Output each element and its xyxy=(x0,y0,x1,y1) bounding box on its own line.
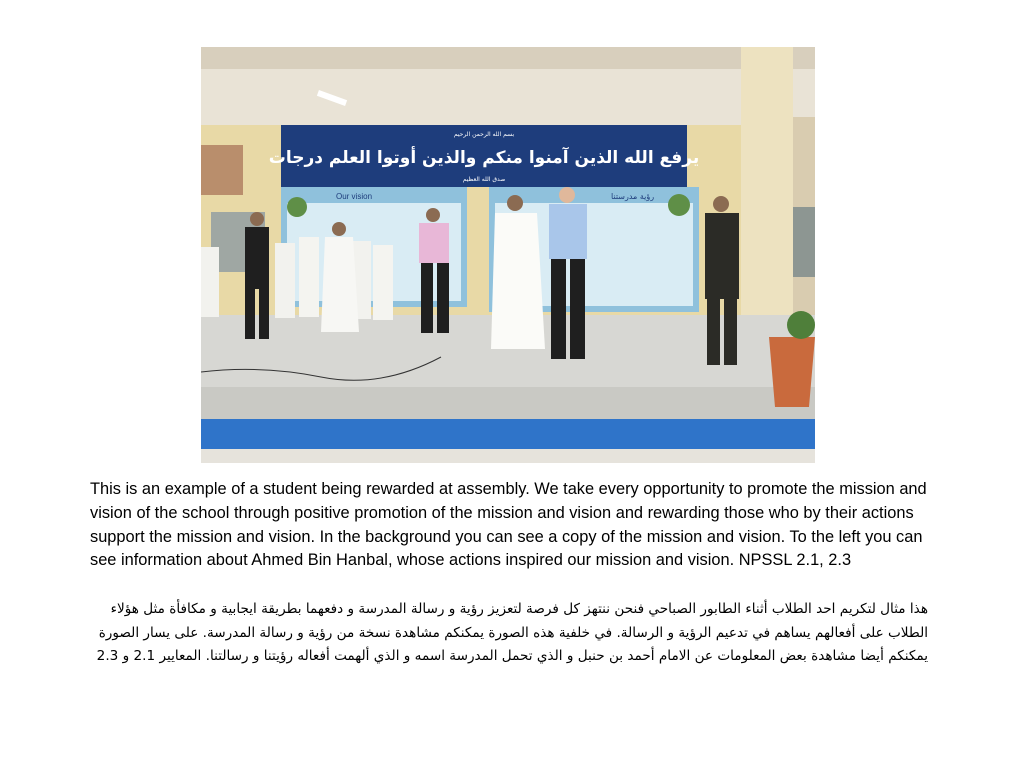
left-wall-plaque xyxy=(201,145,243,195)
pot-plant xyxy=(787,311,815,339)
ceiling-beam xyxy=(201,47,815,69)
english-caption: This is an example of a student being rewarded at assembly. We take every opportunity to promote the mission and vision of the school through positive promotion of the mission and vision and rewarding those who by their actions support the mission and vision. In the background you can see a copy of the mission and vision. To the left you can see information about Ahmed Bin Hanbal, whose actions inspired our mission and vision. NPSSL 2.1, 2.3 xyxy=(90,480,927,570)
flower-pot xyxy=(769,337,815,407)
right-palm-tree xyxy=(668,194,690,216)
student-receiving-award xyxy=(491,195,545,349)
banner-main-text: يرفع الله الذين آمنوا منكم والذين أوتوا العلم درجات xyxy=(268,148,700,168)
assembly-photo-drawing xyxy=(201,47,815,463)
right-pillar xyxy=(741,47,793,347)
right-window xyxy=(793,207,815,277)
vision-board-left-title: Our vision xyxy=(336,192,373,201)
stage-front xyxy=(201,387,815,419)
vision-board-right-title: رؤية مدرستنا xyxy=(611,192,655,201)
left-palm-tree xyxy=(287,197,307,217)
banner-bottom-text: صدق الله العظيم xyxy=(462,176,506,183)
arabic-caption: هذا مثال لتكريم احد الطلاب أثناء الطابور الصباحي فنحن ننتهز كل فرصة لتعزيز رؤية و رسالة المدرسة و دفعهما بطريقة ايجابية و مكافأة مثل هؤلاء الطلاب على أفعالهم يساهم في تدعيم الرؤية و الرسالة. في خلفية هذه الصورة يمكنكم مشاهدة نسخة من رؤية و رسالة المدرسة. على يسار الصورة يمكنكم أيضا مشاهدة بعض المعلومات عن الامام أحمد بن حنبل و الذي تحمل المدرسة اسمه و الذي ألهمت أفعاله رؤيتنا و رسالتنا. المعايير 2.1 و 2.3 xyxy=(96,601,928,664)
banner-top-text: بسم الله الرحمن الرحيم xyxy=(453,131,515,138)
assembly-photo xyxy=(201,47,815,463)
blue-stage-edge xyxy=(201,419,815,449)
floor-bottom xyxy=(201,449,815,463)
